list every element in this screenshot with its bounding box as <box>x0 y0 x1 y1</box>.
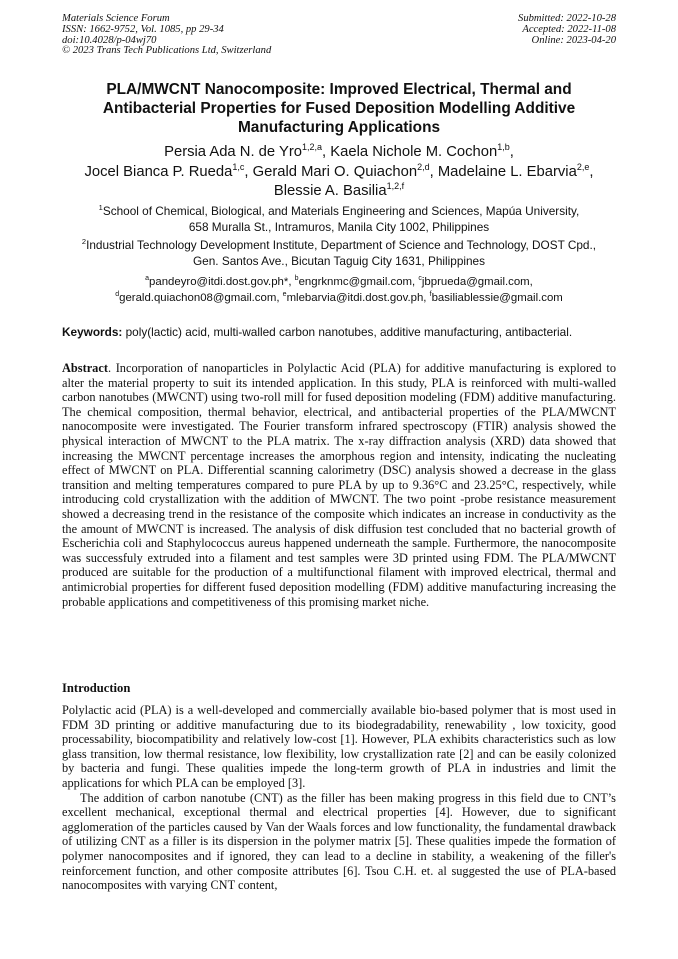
journal-info <box>62 14 271 57</box>
issn-line: ISSN: 1662-9752, Vol. 1085, pp 29-34 <box>62 23 224 35</box>
email-marker: e <box>282 290 287 298</box>
affiliation-text: Industrial Technology Development Institute, Department of Science and Technology, DOST Cpd., <box>86 238 597 252</box>
publication-dates <box>518 14 616 46</box>
email-address[interactable]: basiliablessie@gmail.com <box>431 291 563 304</box>
email-address[interactable]: engrknmc@gmail.com, <box>298 276 419 288</box>
email-list <box>62 275 616 306</box>
author-affiliation-marker: 1,b <box>497 142 510 153</box>
author-list: Persia Ada N. de Yro$^{1,2,a}$, Kaela Nichole M. Cochon$^{1,b}$, Jocel Bianca P. Rueda$^{1,c}$, Gerald Mari O. Quiachon$^{2,d}$, Madelaine L. Ebarvia$^{2,e}$, Blessie A. Basilia$^{1,2,f}$ <box>84 142 594 199</box>
author-name: Blessie A. Basilia <box>273 183 387 199</box>
keywords-text: poly(lactic) acid, multi-walled carbon nanotubes, additive manufacturing, antibacterial. <box>122 325 573 339</box>
submitted-date: Submitted: 2022-10-28 <box>518 13 616 24</box>
introduction-paragraph: Polylactic acid (PLA) is a well-developed and commercially available bio-based polymer that is most used in FDM 3D printing or additive manufacturing due to its biodegradability, renewability , low toxicity, good processability, biocompatibility and relatively low-cost [1]. However, PLA exhibits characteristics such as low glass transition, low thermal resistance, low flexibility, low crystallization rate [2] and can be easily colonized by bacteria and fungi. These qualities impede the long-term growth of PLA in industries and limit the applications for which PLA can be employed [3]. <box>62 703 616 790</box>
accepted-date: Accepted: 2022-11-08 <box>522 23 616 35</box>
paper-title: PLA/MWCNT Nanocomposite: Improved Electrical, Thermal and Antibacterial Properties for Fused Deposition Modelling Additive Manufacturing Applications <box>102 81 576 136</box>
affiliation-1 <box>62 204 616 235</box>
author-name: Kaela Nichole M. Cochon <box>330 144 498 160</box>
abstract-label: Abstract <box>62 361 108 375</box>
author-affiliation-marker: 2,e <box>576 161 590 172</box>
email-address[interactable]: gerald.quiachon08@gmail.com, <box>119 291 283 304</box>
keywords-label: Keywords: <box>62 325 123 339</box>
email-address[interactable]: mlebarvia@itdi.dost.gov.ph, <box>286 291 430 304</box>
affiliation-marker: 2 <box>81 237 87 247</box>
author-name: Madelaine L. Ebarvia <box>437 163 577 180</box>
abstract-text: . Incorporation of nanoparticles in Polylactic Acid (PLA) for additive manufacturing is explored to alter the material property to suit its intended application. In this study, PLA is reinforced with multi-walled carbon nanotubes (MWCNT) using two-roll mill for fused deposition modeling (FDM) additive manufacturing. The chemical composition, thermal behavior, electrical, and antibacterial properties of the PLA/MWCNT nanocomposite were investigated. The Fourier transform infrared spectroscopy (FTIR) analysis showed the physical interaction of MWCNT to the PLA matrix. The x-ray diffraction analysis (XRD) data showed that increasing the MWCNT percentage increases the amorphous region and intensity, indicating the nucleating effect of MWCNT on PLA. Differential scanning calorimetry (DSC) analysis showed a decrease in the glass transition and melting temperatures compared to pure PLA by up to 9.36°C and 23.25°C, respectively, while introducing cold crystallization with the addition of MWCNT. The two point -probe resistance measurement showed a decreasing trend in the resistance of the composite which indicates an increase in conductivity as the the amount of MWCNT is increased. The analysis of disk diffusion test concluded that no bacterial growth of Escherichia coli and Staphylococcus aureus happened underneath the sample. Furthermore, the nanocomposite was successfuly extruded into a filament and test samples were 3D printed using FDM. The PLA/MWCNT produced are suitable for the production of a multifunctional filament with improved electrical, thermal and antimicrobial properties for different fused deposition modelling (FDM) additive manufacturing increasing the probable applications and competitiveness of this promising market niche. <box>62 361 616 609</box>
online-date: Online: 2023-04-20 <box>531 34 616 46</box>
email-marker: b <box>294 275 299 283</box>
journal-name: Materials Science Forum <box>62 13 170 24</box>
introduction-body <box>62 703 616 893</box>
author-affiliation-marker: 1,2,f <box>386 181 405 192</box>
keywords-line <box>62 325 616 340</box>
affiliation-address: Gen. Santos Ave., Bicutan Taguig City 1631, Philippines <box>192 253 486 268</box>
affiliation-marker: 1 <box>98 203 103 213</box>
author-name: Jocel Bianca P. Rueda <box>84 163 233 180</box>
introduction-heading: Introduction <box>62 681 131 695</box>
email-marker: f <box>429 290 432 298</box>
affiliation-2 <box>62 238 616 269</box>
doi-line: doi:10.4028/p-04wj70 <box>62 34 157 46</box>
email-address[interactable]: pandeyro@itdi.dost.gov.ph*, <box>149 276 295 288</box>
email-marker: a <box>145 275 150 283</box>
author-affiliation-marker: 1,2,a <box>302 142 323 153</box>
author-affiliation-marker: 1,c <box>232 161 245 172</box>
author-affiliation-marker: 2,d <box>417 161 430 172</box>
email-address[interactable]: jbprueda@gmail.com, <box>421 276 533 288</box>
affiliation-text: School of Chemical, Biological, and Materials Engineering and Sciences, Mapúa University, <box>102 204 580 218</box>
affiliation-address: 658 Muralla St., Intramuros, Manila City 1002, Philippines <box>188 219 490 234</box>
abstract-paragraph <box>62 361 616 609</box>
author-name: Persia Ada N. de Yro <box>164 144 303 160</box>
copyright-line: © 2023 Trans Tech Publications Ltd, Switzerland <box>62 45 272 57</box>
introduction-paragraph: The addition of carbon nanotube (CNT) as the filler has been making progress in this field due to CNT’s excellent mechanical, exceptional thermal and electrical properties [4]. However, due to significant agglomeration of the particles caused by Van der Waals forces and low functionality, the fundamental drawback of utilizing CNT as a filler is its dispersion in the polymer matrix [5]. These qualities impede the formation of polymer nanocomposites and if ignored, they can lead to a decline in stability, a weakening of the filler's reinforcement function, and other composite attributes [6]. Tsou C.H. et. al suggested the use of PLA-based nanocomposites with varying CNT content, <box>62 790 616 893</box>
email-marker: d <box>115 290 120 298</box>
email-marker: c <box>418 275 422 283</box>
author-name: Gerald Mari O. Quiachon <box>252 163 418 180</box>
